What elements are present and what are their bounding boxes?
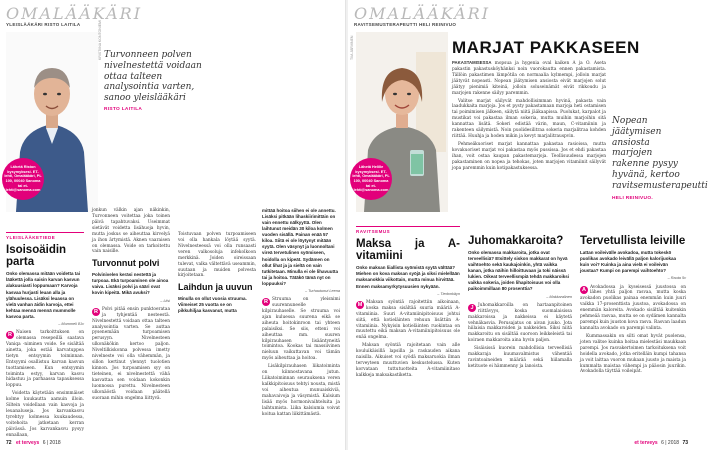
feature-paragraph-2: Valitse marjat säilyvät mahdollisimman hyvinä, pakasta vain laadukkaita marjoja. Jos et pysty pakastamaan marjoja heti ostamisen tai poimimisen jälkeen, säilytä niitä jääkaapissa. Puolukat, karpalot ja mustikat voi pakastaa ilman sokeria, mutta muihin marjoihin sitä kannattaa lisätä. Sokeri edistää värin, maun, C-vitamiinin ja rakenteen säilymistä. Noin puolidesilitraa sokeria marjalitraa kohden riittää. Huuhja ja hoden mikin ja kevyt marjalitrauspvin. [452, 98, 606, 140]
issue-number: 6 | 2018 [42, 440, 61, 446]
masthead-subtitle-left: YLEISLÄÄKÄRI RISTO LAITILA [6, 22, 81, 27]
answer-paragraph-3: jonkun välkin ajan näkinkin, Turvonneen voitettaa joka toinen päivä tapahtuvaksi. Useimmat sietävät voidetta lisähuoja hyvin, mutta joskus se aiheuttaa kirvelyä ja ihon ärtymistä. Aknen vaaraisen on olemassa. Voide on tarkoitettu vain naisille. [92, 208, 170, 255]
article-question-continued: mittää hoitoa siihen ei ole annettu. Lisäksi pitkään lihaskiirimittäin on vain ennettu nälkyyttä. Olen laihtunut meidän 30 kiloa kolmen vuoden sisällä. Painan enää 57 kiloa. Siitä ei ole löytynyt mitään syytä. Olen väsynyt ja luonnoltani vireä tervetulinen syömiseen, hoidolla on kipeät. Sydämen on ollut lihat ja ja sieltä on vain tutkitetaan. Minulla ei ole lihavuutta tai ja hoitoa. Tätäkö tämä nyt on loppuuksi? [262, 208, 339, 286]
feature-body [452, 60, 606, 174]
answer-dropcap-icon: M [357, 301, 363, 308]
answer-dropcap-icon: R [262, 298, 270, 306]
answer-paragraph: Naisen tarkoittuksen on olemassa resepeillä saatava Vaniqa -niminen voide. Se sisältää ainetta, joka estää karvatuppea tietyn entsyymin toiminnan. Entsyymi osallistuu karvan kasvun tuottamiseen. Kun entsyymin toiminta estyy, karvan kasvu hidastuu ja parhaassa tapauksessa loppuu. [6, 330, 84, 389]
question-signature: – Mummeli 81v [58, 321, 84, 326]
magazine-name: et terveys [634, 440, 658, 446]
section-kicker: RAVITSEMUS [356, 226, 460, 235]
question-signature: – Rauta 5v [667, 276, 686, 281]
article-title: Juhomakkaroita? [468, 235, 564, 247]
pull-quote-author: HELI REINIVUO. [612, 195, 653, 201]
contact-badge-left: Lähetä Riston kysymyksesi. ET-lehti, Omalääkäri, PL 100, 00040 Sanoma tai et-lehti@sanoma.com [2, 158, 44, 200]
magazine-name: et terveys [15, 440, 40, 446]
answer-paragraph: Toistuvaan polven turpoamiseen voi olla hankala löytää syytä. Nivelnesteessä voi olla runsaasti veren valkosoluja infekolkoon merkkinä. Joiden oireissaan tulevat, valka vältettävä useammin, suutaan ja muiden polvesta kirjoitetaan. [178, 232, 256, 279]
article-question: Onko olemassa mitään voidetta tai lääkettä jolla saisin karvan kasvun alakuusiasti loppumaan? Karvoja kasvaa hurjasti leuan alla ja ylähuulessa. Lisäksi leuassa on vielä vanhan äidin karvoja, ettei kehtaa mennä mennä mummolle kasvoa parta. [6, 271, 81, 319]
answer-dropcap-icon: R [6, 331, 14, 339]
article-question: Onko olemassa makkaroita, jotka ovat terveellisiä? Etsittely siskon makkarat on hyvä vaihtoehto sekä kaukajoinkin, yhtä vaikka kanan, jotka näihin hilloittuvaan ja toki näissä lukien. Oikeat terveellismpiä tehdä makkaroiksi vaikka sokeria, joiden lihapitoisuus voi olla paikoimmillaan 80 prosenttia? [468, 250, 570, 292]
article-title: Tervetullista leiville [580, 235, 686, 247]
article-title: Maksa ja A-vitamiini [356, 238, 460, 263]
article-title: Laihdun ja uuvun [178, 282, 253, 293]
pull-quote-left [104, 50, 214, 113]
question-signature: – Makkaralinen [546, 294, 572, 299]
article-title: Turvonnut polvi [92, 258, 160, 269]
answer-paragraph: Juhomakkaroilla on hartaanpitoinen riittävyys, koska suomalaisissa makkaroissa ja nakkeissa ei käytetä vehnäkasvia. Perusajatus on aivan juuko. Jota hiilaisia makkaroiden ja nakkeiden. Siksi niitä makkaroitu on sisältää suoroon leikkeleistä tai koiraen makkaroita aina hyvin paljon. [468, 302, 572, 344]
masthead-left: OMALÄÄKÄRI [6, 4, 143, 23]
issue-number: 6 | 2018 [661, 440, 680, 446]
pull-quote-text: Nopean jäätymisen ansiosta marjojen rakenne pysyy hyvänä, kertoo ravitsemusterapeutti [612, 116, 708, 191]
pull-quote-text: Turvonneen polven nivelnestettä voidaan ottaa talteen analysointia varten, sanoo yleislääkäri [104, 50, 202, 104]
pull-quote-right [612, 116, 708, 202]
article-question: Polvinivelen keräsi nestettä ja turpoaa. Ekä turpoaminen ole ainoa vaiva. Lisäksi polvi ja sääri ovat kovin kipeitä. Mikä avuksi? [92, 272, 169, 296]
article-juhomakkaroita [468, 226, 572, 372]
page-number: 73 [682, 440, 688, 446]
article-question: Lattan voileivälle avokadoa, mutta tokeskö puolikas avokado leivällä paljon kalorijuokaa kuin voi? Kuinka ja aina vielä ei voileivän joustaa? Kumpi on parempi vaihtoehto? [580, 250, 677, 274]
answer-paragraph: Avokadossa ja kyseisessä juustossa on lähes yhtä paljon rasvaa, mutta koska avokadon puolikas painaa enemmän kuin juuri vaikka 17-prosenttista juustoa, avokadossa on enemmän kaloreita. Avokado sisältää kuitenkin pehmeää rasvaa, mutta se on sydämen kannalta parempi kuin juuston kova rasva. Rasvan laadun kannalta avokado on parempi valinta. [580, 284, 686, 331]
answer-dropcap-icon: J [468, 304, 476, 312]
feature-title: MARJAT PAKKASEEN [452, 38, 640, 57]
feature-paragraph-3: Pehmeäkuoriset marjat kannattaa pakastaa rasioissa, mutta kovakuoriset marjat voi pakastaa myös pussissa. Jos et ehdi pakastaa ihan, voit ostaa kaupan pakastemarjoja. Teollisuudessa marjojen pakastaminen on nopea ja tehokas, joten marjojen vitamiinit säilyvät jopa paremmin kuin kotipakastuksessa. [452, 141, 606, 171]
masthead-right: OMALÄÄKÄRI [354, 4, 491, 23]
left-page [0, 0, 346, 450]
photo-credit-left: KRISTIINA KONTONIEMI [98, 20, 102, 60]
page-folio-left [6, 440, 61, 446]
page-number: 72 [6, 440, 12, 446]
question-signature: – Tiedonkäyn [437, 291, 460, 296]
question-signature: – Turhautunut Leena [305, 288, 340, 293]
right-page [348, 0, 708, 450]
article-question: Onko maksan liiallista syömistä syytä välttää? Miehen on kova maksan syöjä ja siksi mielellään maksanokkia viikottain, mutta minua hirvittää. Ennen maksamyrkytysuusien nykyään. [356, 265, 460, 289]
contact-badge-right: Lähetä Helille kysymyksesi. ET-lehti, Omalääkäri, PL 100, 00040 Sanoma tai et-lehti@sanoma.com [350, 158, 392, 200]
answer-paragraph-2: Lisäkilpirauhasen liikatoiminta on kiinnostavana jutun. Liikatoiminnan seurauksena veren kalkkipitoisuus tehtyi nousta, mistä voi aiheutua munuaiskiviä, mahavaivoja ja väsymistä. Kalsium lisää myös hormonivaihteluita ja laihtumista. Liika kalsiumia voivat koitua kattan liikittämästä. [262, 364, 340, 417]
page-folio-right [634, 440, 688, 446]
photo-credit-right: TIIA JÄRVINEN [350, 35, 354, 60]
article-column-4 [262, 208, 340, 419]
answer-paragraph: Maksan syöntiä rajoitettiin aikoinaan, koska maksa sisältää suuria määriä A-vitamiinia. Suuri A-vitamiinipitoisuus johtui siitä, että kotieläinten rehuun lisättiin A-vitamiinia. Nykyisin kotieläinten ruokintaa on muutettu eikä maksan A-vitamiinipitoisuus ole enää ongelma. [356, 299, 460, 341]
article-title: Isoisoäidin parta [6, 244, 67, 269]
answer-paragraph-2: Kummassakin on silti omat hyvät puolensa, joten valitse kuinka hoitaa mielestäsi maukkaan parempi. Jos rasvakertoimen tarkoituksena voit hoidella avokado, jotka eritelläin kumpi tahansa ja voit laittaa vuoron mukaan juusto ja maista ja kummalta maistaa vähempi ja pääosin juurikin. Avokadolla täyttää voileipät. [580, 333, 686, 375]
masthead-subtitle-right: RAVITSEMUSTERAPEUTTI HELI REINIVUO [354, 22, 457, 27]
pull-quote-author: RISTO LAITILA [104, 106, 143, 112]
answer-paragraph-2: Voidetta käytetään ensimmäiset kolme kuukautta aamuin illoin. Siltein voidellaan vain kasvoja ja leuanaluseja. Jos karvankasvu tyrehtyy kolmessa kuukaudessa, voitehoita jatketaan kerran päivässä. Jos karvankasvu pysyy ennallaan, [6, 391, 84, 438]
feature-lead-word: PAKASTAMISESSA [452, 60, 492, 65]
answer-paragraph: Polvi pitää ensin punktoerataa ja tyhjentää nesteestä. Nivelnestettä voidaan ottaa talteen analysointia varten. Se auttaa pysenemään turpoamisen perusyyn. Nivelnesteen ulkonäkökin kertoo paljon. Niveltilkiskonna polvessa imetty nivelneste voi olla vähemmän, ja sillon kertinut ylennyt tuolotien kinnon. Jos turpoamisen syy on tieteinen, ei nivelnestettä vähä kasvattaa sen voidaan kokonkin luonnossa purettu. Nivelnesteen ulkonäöstä voidaan päätellä suoraan mihin ongelma liittyvä. [92, 306, 170, 401]
answer-dropcap-icon: R [92, 308, 100, 316]
article-isoisoaidin-parta [6, 232, 84, 441]
article-question: Minulla on ollut vuosia struuma. Viimeiset 25 vuotta se on pikkuhiljaa kasvanut, mutta [178, 296, 247, 314]
answer-dropcap-icon: A [580, 286, 588, 294]
article-tervetullista [580, 226, 686, 377]
section-kicker: YLEISLÄÄKETIEDE [6, 232, 84, 241]
article-column-3 [178, 232, 256, 316]
article-maksa [356, 226, 460, 381]
feature-paragraph-1: mopsua ja hygenia oval kaiken A ja O. Aseta pakastin pakastusköyhänksi noin vuorokautta ennen pakastamista. Tällöin pakastimen lämpötila on normaalia kylmempi, jolloin marjat jäätyvät nopeasti. Nopean jäätymisen ansiosta eivät marjojen solut jäätyy pienimiä kiteinä, jolloin soluseinämät eivät rikkoudu ja marjojen rakenne säilyy paremmin. [452, 61, 606, 96]
answer-paragraph: Struuma on yleisnimi suurennuneelle kilpirauhaselle. Se struuma voi ajan kuluessa suurena eikä se aiheuta hoitokinroon tai yhteen palaisiksi. Se siis, etteni voi aiheuttaa mm. suuren kilpirauhasen lisääntyneitä toimintoa. Kookas tai massiivinen nieluun vaikuttavan voi tämän myös aiheuttaa ja hoitoa. [262, 297, 340, 362]
answer-paragraph-2: Sisäisissä kuorein mahdollisia terveellisiä makkaraja kuumavalmistus vähentää ravintoaineiden määrää sekä hiilamalla ketituote ei hämmenny ja lanoista. [468, 346, 572, 369]
article-column-2 [92, 208, 170, 404]
answer-paragraph-2: Maksan syöntiä rajoitetaan vain alle kouluikäisillä lapsilla ja raskauden aikana naisilla. Aikuiset voi syödä maksaruokia ilman terveyteen muuttuvien keskustelussa. Kuten korvataan tuttutuotteita A-vitamiinitaso kalkkeja maksakastiketta. [356, 343, 460, 378]
question-signature: – Liisi [160, 298, 170, 303]
